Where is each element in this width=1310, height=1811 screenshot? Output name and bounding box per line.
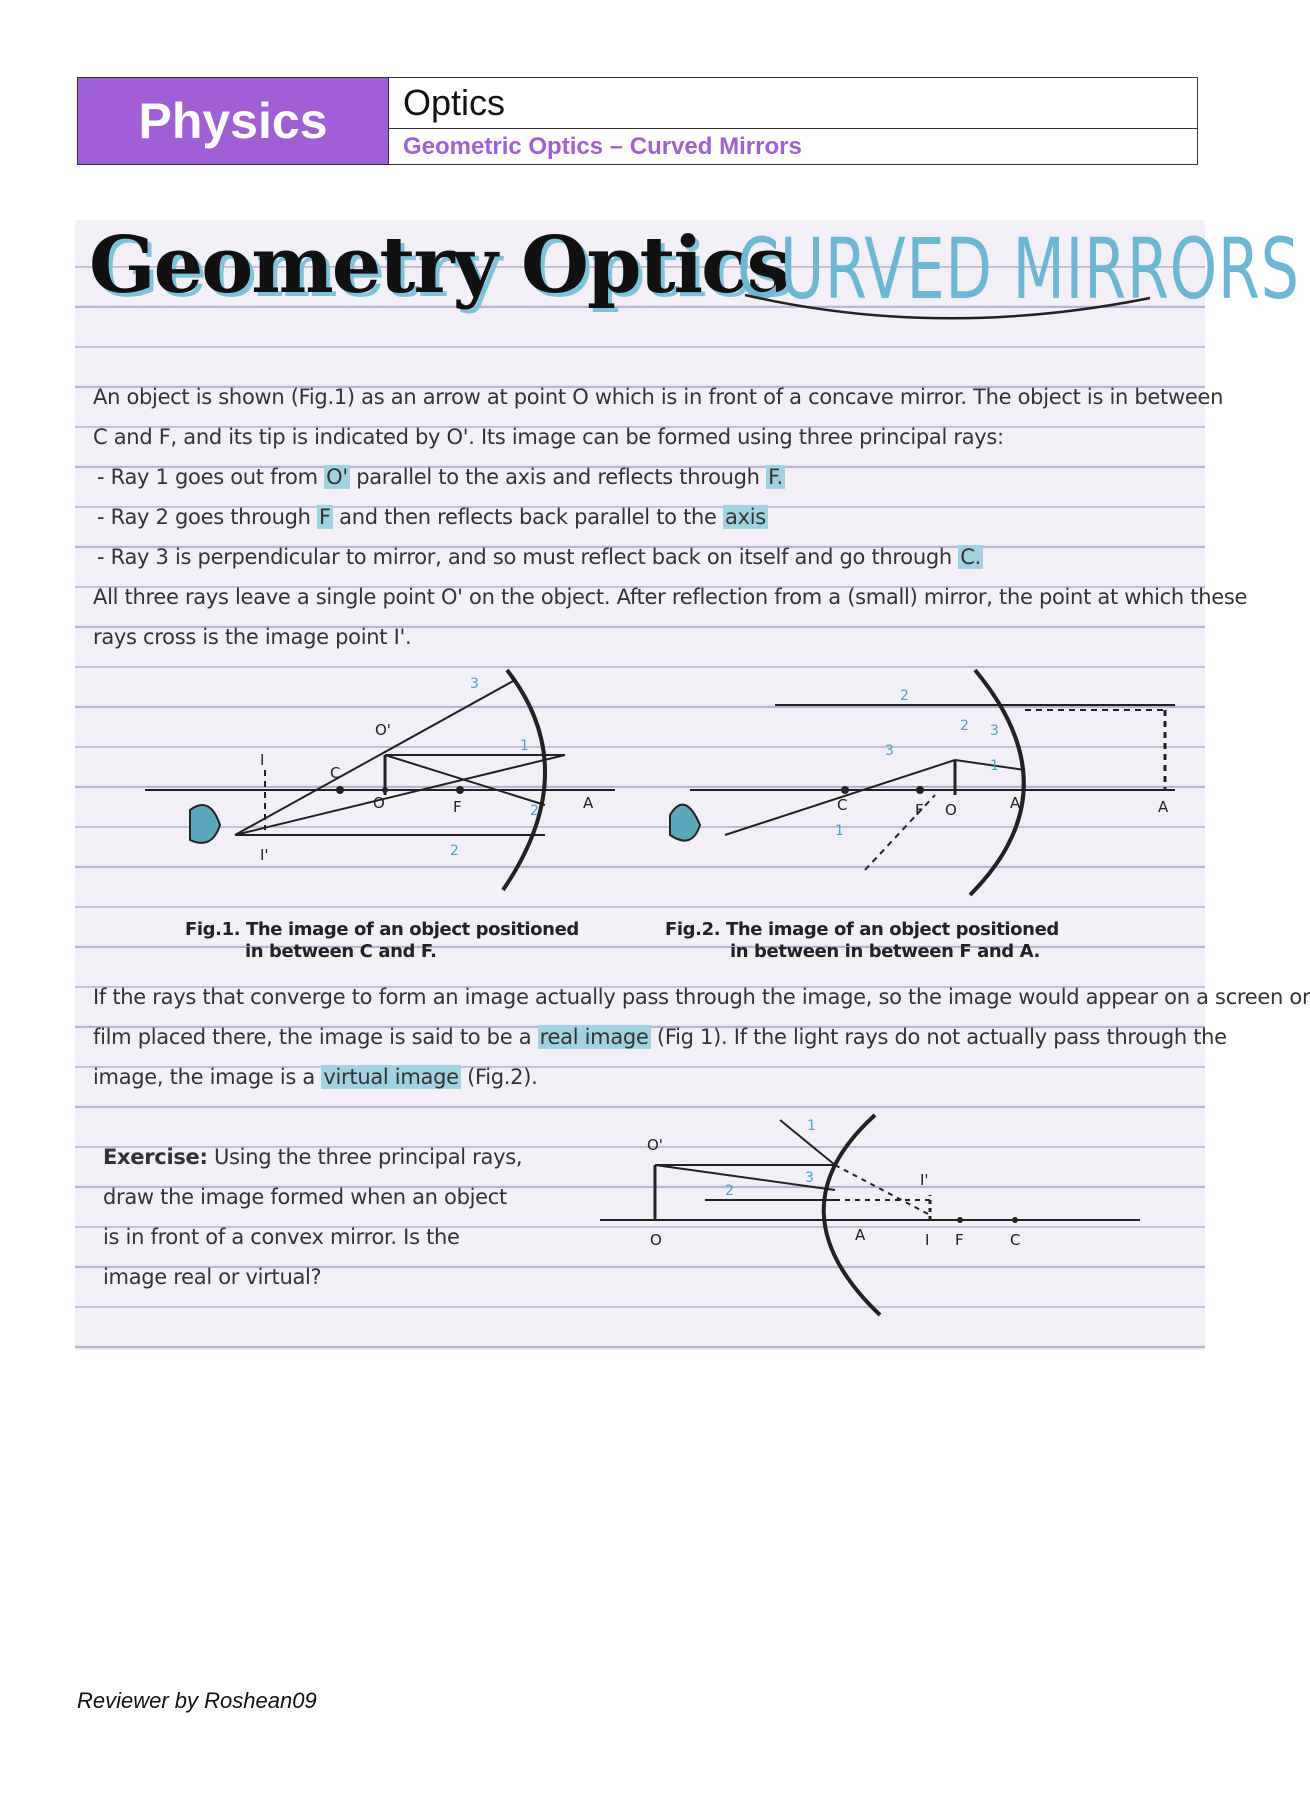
fig1-point-o: [382, 787, 388, 793]
fig2-point-c: [841, 786, 849, 794]
fig1-caption-line-1: Fig.1. The image of an object positioned: [185, 919, 579, 940]
real-line2-end: (Fig 1). If the light rays do not actually pass through the: [650, 1025, 1227, 1049]
topic-label: Optics: [389, 78, 1197, 129]
subtopic-label: Geometric Optics – Curved Mirrors: [403, 132, 802, 160]
ray2-line: [97, 505, 768, 529]
notes-title-script: Geometry Optics: [89, 220, 789, 311]
virtual-image-highlight: virtual image: [323, 1065, 459, 1089]
ray2-highlight-axis: axis: [725, 505, 766, 529]
ray3-line: [97, 545, 983, 569]
exercise-line-1: [103, 1145, 522, 1169]
exercise-label-o: O: [650, 1231, 662, 1249]
header-table: [77, 77, 1198, 165]
ray2-text: - Ray 2 goes through: [97, 505, 317, 529]
fig2-label-ray3a: 3: [885, 743, 894, 759]
fig2-label-f: F: [915, 801, 924, 819]
notes-title-caps: CURVED MIRRORS: [737, 220, 1300, 318]
real-image-line-3: [93, 1065, 538, 1089]
header-right: [389, 78, 1197, 164]
fig1-label-f: F: [453, 798, 462, 816]
ray2-highlight-f: F: [319, 505, 331, 529]
fig1-label-ray3: 3: [470, 676, 479, 692]
fig2-label-ray1: 1: [835, 823, 844, 839]
fig2-label-c: C: [837, 796, 848, 814]
fig2-label-a: A: [1010, 794, 1021, 812]
exercise-label-ray1: 1: [807, 1118, 816, 1134]
fig2-drawing: [690, 670, 1175, 895]
exercise-label-ray3: 3: [805, 1170, 814, 1186]
exercise-dashed-1: [835, 1165, 930, 1215]
fig1-drawing: [145, 670, 615, 890]
exercise-label-ray2: 2: [725, 1183, 734, 1199]
fig-point-labels: [260, 721, 1169, 864]
fig2-label-ray1a: 1: [990, 758, 999, 774]
ray1-highlight-f: F.: [768, 465, 783, 489]
fig1-label-i-prime: I': [260, 846, 269, 864]
exercise-label-a: A: [855, 1226, 866, 1244]
exercise-label-o-prime: O': [647, 1136, 663, 1154]
real-line3-end: (Fig.2).: [460, 1065, 538, 1089]
eye-icon: [190, 805, 220, 843]
fig1-label-c: C: [330, 764, 341, 782]
fig1-label-o-prime: O': [375, 721, 391, 739]
fig1-label-ray2b: 2: [450, 843, 459, 859]
intro-line-1: An object is shown (Fig.1) as an arrow at point O which is in front of a concave mirror. The object is in between: [93, 385, 1224, 409]
ray3-text: - Ray 3 is perpendicular to mirror, and so must reflect back on itself and go through: [97, 545, 959, 569]
exercise-line-3: is in front of a convex mirror. Is the: [103, 1225, 460, 1249]
exercise-label: Exercise:: [103, 1145, 208, 1169]
exercise-label-i-prime: I': [920, 1171, 929, 1189]
fig1-caption-line-2: in between C and F.: [245, 941, 437, 962]
figures-1-2: [75, 660, 1205, 910]
fig2-caption-line-2: in between in between F and A.: [730, 941, 1040, 962]
ray1-line: [97, 465, 785, 489]
ray1-mid: parallel to the axis and reflects through: [349, 465, 767, 489]
fig1-label-a: A: [583, 794, 594, 812]
convex-mirror: [824, 1115, 880, 1315]
ray1-text: - Ray 1 goes out from: [97, 465, 325, 489]
exercise-label-c: C: [1010, 1231, 1021, 1249]
fig2-label-ray3: 3: [990, 723, 999, 739]
all-rays-line-2: rays cross is the image point I'.: [93, 625, 412, 649]
real-line3-start: image, the image is a: [93, 1065, 322, 1089]
exercise-line-2: draw the image formed when an object: [103, 1185, 507, 1209]
fig1-point-f: [456, 786, 464, 794]
fig1-point-c: [336, 786, 344, 794]
exercise-convex-mirror-figure: [595, 1100, 1155, 1325]
fig2-caption-line-1: Fig.2. The image of an object positioned: [665, 919, 1059, 940]
subject-label: Physics: [78, 78, 389, 164]
fig2-concave-mirror: [970, 670, 1024, 895]
all-rays-line-1: All three rays leave a single point O' on the object. After reflection from a (small) mirror, the point at which these: [93, 585, 1248, 609]
fig1-label-ray2a: 2: [530, 803, 539, 819]
fig1-label-i: I: [260, 751, 265, 769]
ray2-mid: and then reflects back parallel to the: [332, 505, 724, 529]
real-image-highlight: real image: [539, 1025, 649, 1049]
real-line2-start: film placed there, the image is said to be a: [93, 1025, 538, 1049]
ray3-highlight-c: C.: [960, 545, 982, 569]
fig1-label-o: O: [373, 794, 385, 812]
exercise-point-f: [957, 1217, 963, 1223]
fig2-label-ray2-top: 2: [900, 688, 909, 704]
exercise-label-f: F: [955, 1231, 964, 1249]
fig2-label-ray2: 2: [960, 718, 969, 734]
real-image-line-1: If the rays that converge to form an image actually pass through the image, so the image would appear on a screen or: [93, 985, 1310, 1009]
ray1-highlight-o-prime: O': [326, 465, 348, 489]
intro-line-2: C and F, and its tip is indicated by O'. Its image can be formed using three principal rays:: [93, 425, 1004, 449]
fig2-label-a2: A: [1158, 798, 1169, 816]
fig1-label-ray1: 1: [520, 738, 529, 754]
notes-sheet: [75, 220, 1310, 1350]
fig2-ray1-extension: [865, 795, 935, 870]
title-underline-curve: [740, 290, 1160, 330]
exercise-text-1: Using the three principal rays,: [207, 1145, 523, 1169]
exercise-label-i: I: [925, 1231, 930, 1249]
real-image-line-2: [93, 1025, 1227, 1049]
fig1-concave-mirror: [503, 670, 545, 890]
fig1-ray2-in: [385, 755, 545, 805]
eye-icon: [670, 805, 700, 841]
fig2-label-o: O: [945, 801, 957, 819]
fig2-point-f: [916, 786, 924, 794]
footer-credit: Reviewer by Roshean09: [77, 1688, 317, 1713]
exercise-line-4: image real or virtual?: [103, 1265, 322, 1289]
exercise-point-c: [1012, 1217, 1018, 1223]
